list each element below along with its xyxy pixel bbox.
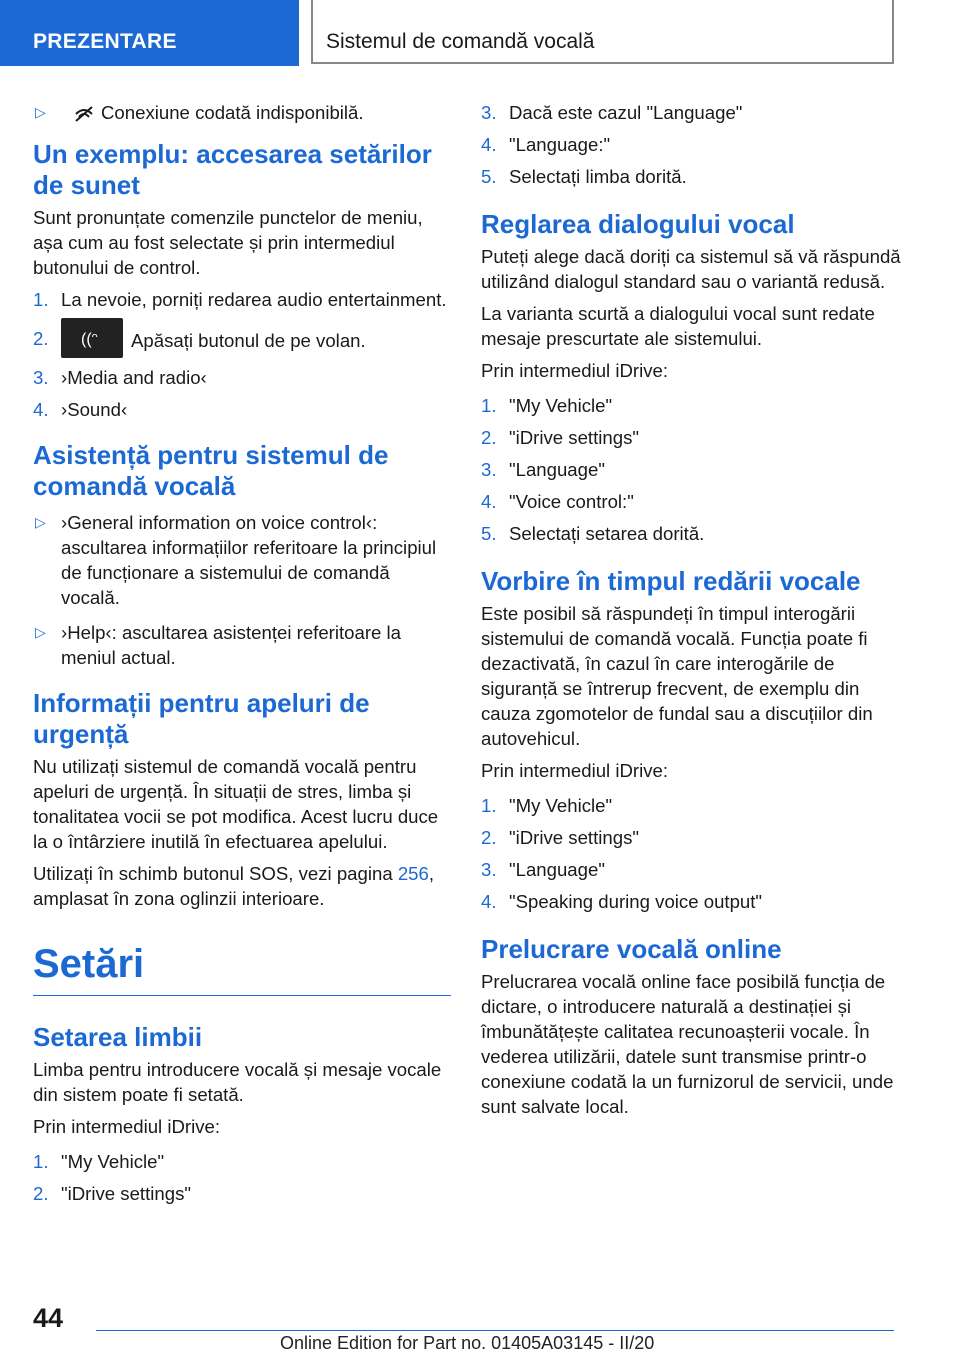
list-item: [33, 397, 451, 422]
online-text: Prelucrarea vocală online face posibilă funcția de dictare, o introducere naturală a destinației și îmbunătățește calitatea recunoașterii vocale. În vederea utilizării, datele sunt transmise printr-o conexiune codată la un furnizorul de servicii, unde sunt salvate local.: [481, 971, 894, 1117]
step-text: La nevoie, porniți redarea audio entertainment.: [61, 289, 447, 310]
list-item: [481, 489, 901, 514]
language-heading: Setarea limbii: [33, 1022, 203, 1052]
step-number: 2.: [33, 1183, 49, 1204]
list-item: [481, 425, 901, 450]
step-text: ›Media and radio‹: [61, 367, 207, 388]
bullet-text: ›Help‹: ascultarea asistenței referitoare la meniul actual.: [61, 622, 402, 668]
step-number: 1.: [33, 1151, 49, 1172]
list-item: [481, 457, 901, 482]
step-number: 1.: [33, 289, 49, 310]
step-number: 3.: [481, 102, 497, 123]
step-number: 2.: [481, 827, 497, 848]
sos-text-end: , amplasat în zona oglinzii interioare.: [33, 863, 435, 909]
list-item: [481, 132, 901, 157]
speaking-heading: Vorbire în timpul redării vocale: [481, 566, 861, 596]
step-text: Apăsați butonul de pe volan.: [131, 329, 366, 351]
right-column: [481, 100, 901, 1126]
step-number: 5.: [481, 523, 497, 544]
list-item: [481, 164, 901, 189]
step-number: 1.: [481, 395, 497, 416]
language-via: Prin intermediul iDrive:: [33, 1116, 221, 1137]
header-title-box: [311, 0, 894, 64]
speaking-via: Prin intermediul iDrive:: [481, 760, 669, 781]
assist-heading: Asistență pentru sistemul de comandă vocală: [33, 440, 389, 501]
list-item: [481, 393, 901, 418]
online-heading: Prelucrare vocală online: [481, 934, 782, 964]
intro-bullet: [33, 100, 451, 125]
step-text: "My Vehicle": [509, 795, 613, 816]
step-text: Selectați limba dorită.: [509, 166, 687, 187]
header-section-label: PREZENTARE: [33, 30, 177, 53]
settings-heading: Setări: [33, 942, 145, 986]
footer-divider: [96, 1330, 894, 1331]
disconnected-voice-icon: [73, 105, 95, 123]
step-text: "Voice control:": [509, 491, 634, 512]
step-number: 3.: [481, 859, 497, 880]
list-item: [33, 510, 451, 610]
list-item: [481, 889, 901, 914]
example-text: Sunt pronunțate comenzile punctelor de meniu, așa cum au fost selectate și prin intermediul butonului de control.: [33, 207, 423, 278]
dialog-heading: Reglarea dialogului vocal: [481, 209, 795, 239]
list-item: [481, 100, 901, 125]
dialog-via: Prin intermediul iDrive:: [481, 360, 669, 381]
step-number: 3.: [481, 459, 497, 480]
speaking-text: Este posibil să răspundeți în timpul interogării sistemului de comandă vocală. Funcția poate fi dezactivată, în cazul în care interogările de siguranță se întrerup frecvent, de exemplu din cauza zgomotelor de fundal sau a discuțiilor din autovehicul.: [481, 603, 873, 749]
page-number: 44: [33, 1303, 64, 1333]
list-item: [33, 620, 451, 670]
step-text: Dacă este cazul "Language": [509, 102, 743, 123]
emergency-sos-text: [33, 861, 451, 911]
emergency-heading: Informații pentru apeluri de urgență: [33, 688, 370, 749]
language-text: Limba pentru introducere vocală și mesaje vocale din sistem poate fi setată.: [33, 1059, 442, 1105]
footer-edition: Online Edition for Part no. 01405A03145 - II/20: [280, 1333, 655, 1353]
step-number: 4.: [33, 399, 49, 420]
dialog-text-1: Puteți alege dacă doriți ca sistemul să vă răspundă utilizând dialogul standard sau o variantă redusă.: [481, 246, 901, 292]
left-column: [33, 100, 451, 1213]
sos-text-start: Utilizați în schimb butonul SOS, vezi pagina: [33, 863, 398, 884]
example-heading: Un exemplu: accesarea setărilor de sunet: [33, 139, 432, 200]
step-text: "iDrive settings": [509, 827, 639, 848]
step-number: 4.: [481, 134, 497, 155]
list-item: [481, 825, 901, 850]
triangle-bullet-icon: ▷: [35, 514, 46, 530]
emergency-text: Nu utilizați sistemul de comandă vocală pentru apeluri de urgență. În situații de stres, limba și tonalitatea vocii se pot modifica. Acest lucru duce la o întârziere inutilă în efectuarea apelului.: [33, 756, 439, 852]
list-item: [33, 365, 451, 390]
list-item: [33, 326, 451, 358]
step-text: "Language": [509, 859, 605, 880]
step-number: 2.: [481, 427, 497, 448]
list-item: [481, 793, 901, 818]
step-number: 4.: [481, 491, 497, 512]
list-item: [481, 857, 901, 882]
step-number: 5.: [481, 166, 497, 187]
bullet-text: ›General information on voice control‹: ascultarea informațiilor referitoare la principiul de funcționare a sistemului de comandă vocală.: [61, 512, 437, 608]
step-number: 4.: [481, 891, 497, 912]
list-item: [33, 287, 451, 312]
header-section-tab: [0, 0, 299, 66]
step-text: Selectați setarea dorită.: [509, 523, 705, 544]
step-text: "Language": [509, 459, 605, 480]
step-text: "iDrive settings": [509, 427, 639, 448]
list-item: [33, 1181, 451, 1206]
header-title: Sistemul de comandă vocală: [326, 30, 595, 53]
step-number: 2.: [33, 328, 49, 349]
step-text: ›Sound‹: [61, 399, 128, 420]
step-number: 3.: [33, 367, 49, 388]
list-item: [33, 1149, 451, 1174]
step-text: "Language:": [509, 134, 611, 155]
dialog-text-2: La varianta scurtă a dialogului vocal sunt redate mesaje prescurtate ale sistemului.: [481, 303, 875, 349]
step-text: "iDrive settings": [61, 1183, 191, 1204]
steering-voice-button-icon: ((ᵔ: [61, 318, 123, 358]
step-text: "Speaking during voice output": [509, 891, 763, 912]
page-reference-link[interactable]: 256: [397, 863, 429, 884]
step-text: "My Vehicle": [61, 1151, 165, 1172]
list-item: [481, 521, 901, 546]
step-number: 1.: [481, 795, 497, 816]
triangle-bullet-icon: ▷: [35, 104, 46, 120]
intro-bullet-text: Conexiune codată indisponibilă.: [101, 102, 364, 123]
triangle-bullet-icon: ▷: [35, 624, 46, 640]
heading-divider: [33, 995, 451, 996]
step-text: "My Vehicle": [509, 395, 613, 416]
